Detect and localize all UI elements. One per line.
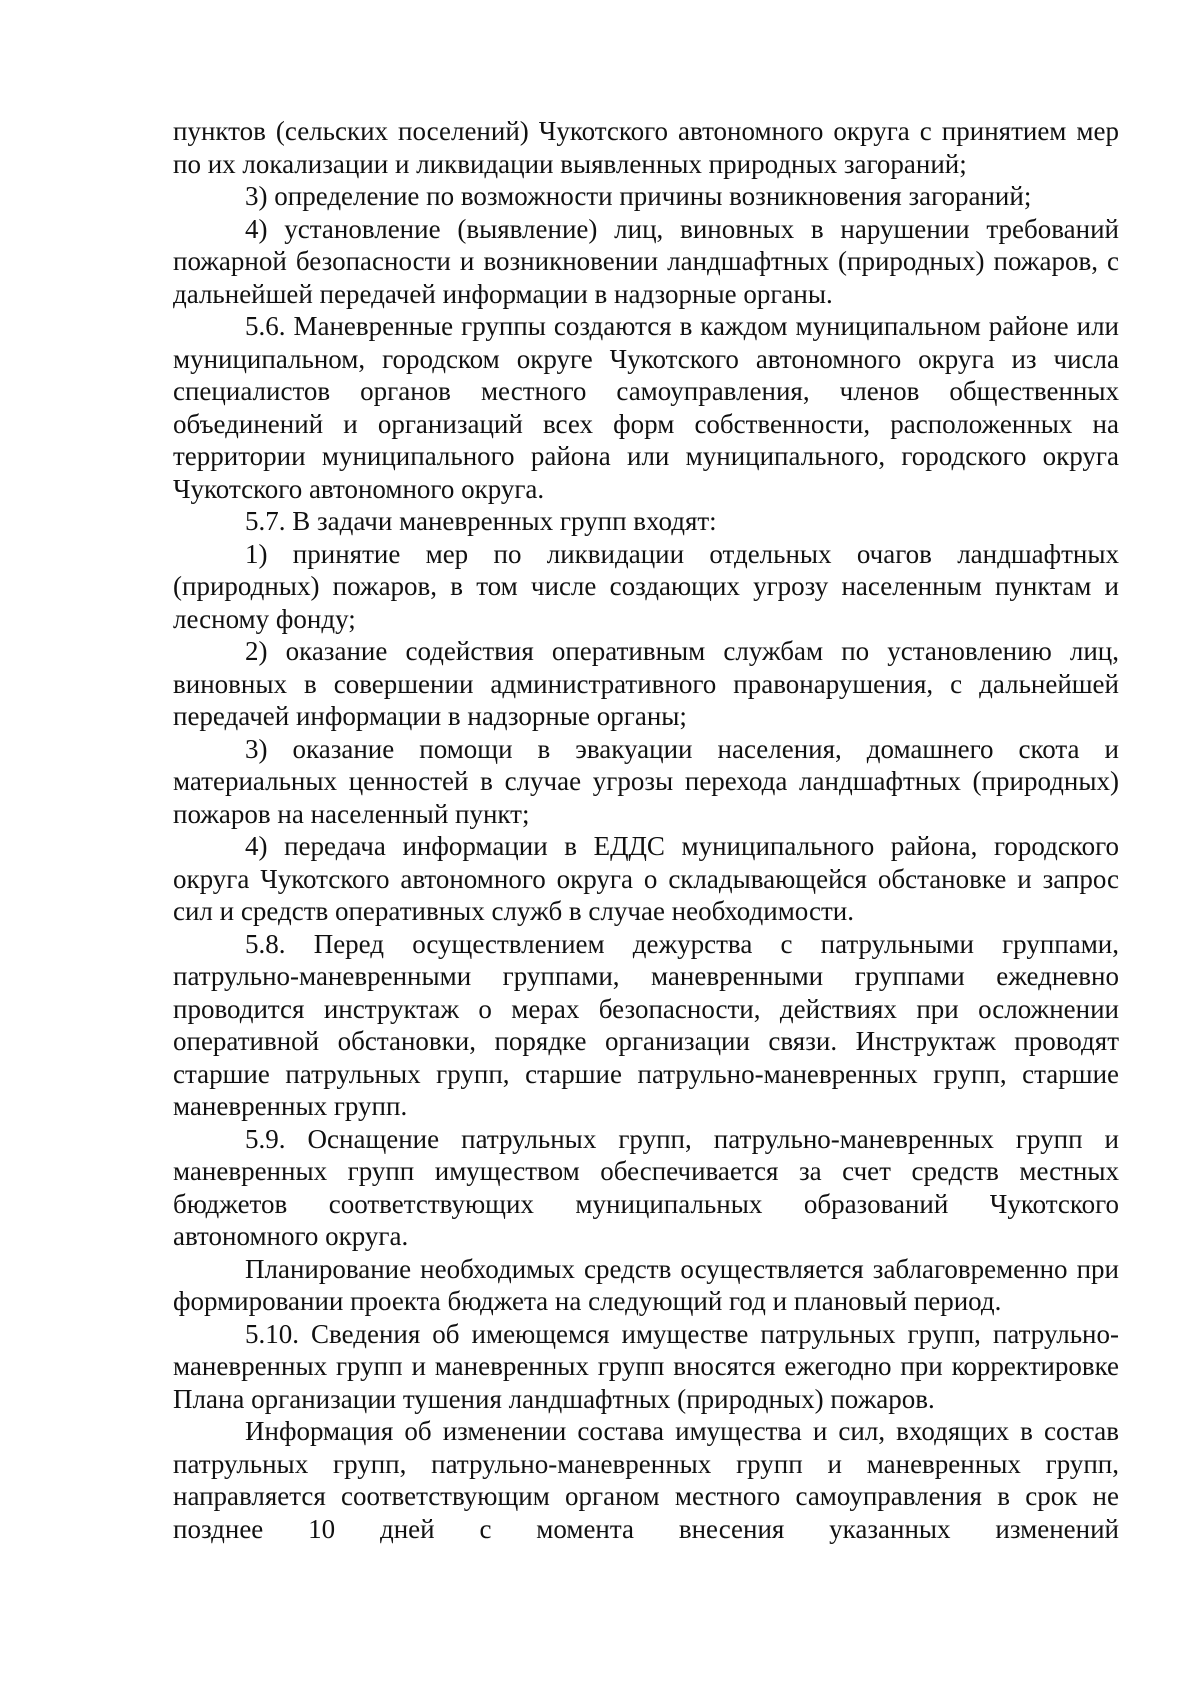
paragraph-5-7-item-4: 4) передача информации в ЕДДС муниципального района, городского округа Чукотского автономного округа о складывающейся обстановке и запрос сил и средств оперативных служб в случае необходимости. xyxy=(173,831,1119,926)
paragraph-5-10: 5.10. Сведения об имеющемся имуществе патрульных групп, патрульно- маневренных групп и маневренных групп вносятся ежегодно при корректировке Плана организации тушения ландшафтных (природных) пожаров. xyxy=(173,1318,1119,1414)
paragraph-5-8: 5.8. Перед осуществлением дежурства с патрульными группами, патрульно-маневренными группами, маневренными группами ежедневно проводится инструктаж о мерах безопасности, действиях при осложнении оперативной обстановки, порядке организации связи. Инструктаж проводят старшие патрульных групп, старшие патрульно-маневренных групп, старшие маневренных групп. xyxy=(173,928,1119,1121)
paragraph-planning: Планирование необходимых средств осуществляется заблаговременно при формировании проекта бюджета на следующий год и плановый период. xyxy=(173,1253,1119,1316)
paragraph-item-4: 4) установление (выявление) лиц, виновных в нарушении требований пожарной безопасности и возникновении ландшафтных (природных) пожаров, с дальнейшей передачей информации в надзорные органы. xyxy=(173,213,1119,309)
paragraph-item-3: 3) определение по возможности причины возникновения загораний; xyxy=(245,181,1032,211)
paragraph-information: Информация об изменении состава имущества и сил, входящих в состав патрульных групп, патрульно-маневренных групп и маневренных групп, направляется соответствующим органом местного самоуправления в срок не позднее 10 дней с момента внесения указанных изменений xyxy=(173,1416,1119,1544)
paragraph-5-7: 5.7. В задачи маневренных групп входят: xyxy=(245,506,717,536)
paragraph-5-7-item-1: 1) принятие мер по ликвидации отдельных очагов ландшафтных (природных) пожаров, в том числе создающих угрозу населенным пунктам и лесному фонду; xyxy=(173,538,1119,634)
paragraph-5-7-item-2: 2) оказание содействия оперативным службам по установлению лиц, виновных в совершении административного правонарушения, с дальнейшей передачей информации в надзорные органы; xyxy=(173,636,1119,731)
paragraph-continuation: пунктов (сельских поселений) Чукотского автономного округа с принятием мер по их локализации и ликвидации выявленных природных загораний; xyxy=(173,116,1119,179)
paragraph-5-9: 5.9. Оснащение патрульных групп, патрульно-маневренных групп и маневренных групп имуществом обеспечивается за счет средств местных бюджетов соответствующих муниципальных образований Чукотского автономного округа. xyxy=(173,1123,1119,1251)
paragraph-5-7-item-3: 3) оказание помощи в эвакуации населения, домашнего скота и материальных ценностей в случае угрозы перехода ландшафтных (природных) пожаров на населенный пункт; xyxy=(173,733,1119,829)
paragraph-5-6: 5.6. Маневренные группы создаются в каждом муниципальном районе или муниципальном, городском округе Чукотского автономного округа из числа специалистов органов местного самоуправления, членов общественных объединений и организаций всех форм собственности, расположенных на территории муниципального района или муниципального, городского округа Чукотского автономного округа. xyxy=(173,311,1119,504)
document-body xyxy=(173,115,1119,1545)
